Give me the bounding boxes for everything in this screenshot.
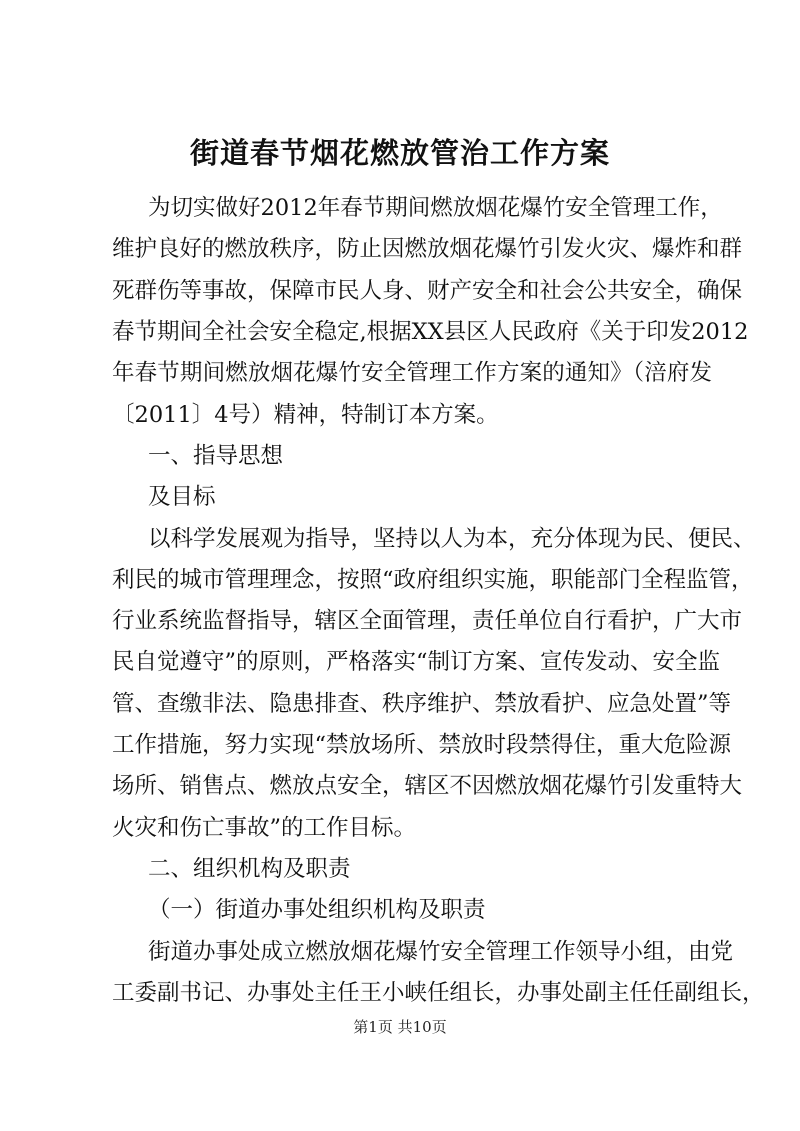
- document-title: 街道春节烟花燃放管治工作方案: [189, 136, 610, 170]
- paragraph-line: 维护良好的燃放秩序，防止因燃放烟花爆竹引发火灾、爆炸和群: [112, 236, 743, 262]
- paragraph-line: 街道办事处成立燃放烟花爆竹安全管理工作领导小组，由党: [148, 939, 734, 965]
- paragraph-line: 工作措施，努力实现“禁放场所、禁放时段禁得住，重大危险源: [112, 732, 732, 758]
- section-heading: 一、指导思想: [148, 443, 284, 469]
- paragraph-line: 场所、销售点、燃放点安全，辖区不因燃放烟花爆竹引发重特大: [112, 773, 743, 799]
- section-heading: 二、组织机构及职责: [148, 856, 351, 882]
- section-subheading: 及目标: [148, 484, 216, 510]
- paragraph-line: 春节期间全社会安全稳定,根据XX县区人民政府《关于印发2012: [112, 319, 749, 345]
- paragraph-line: 工委副书记、办事处主任王小峡任组长，办事处副主任任副组长，: [112, 980, 765, 1006]
- paragraph-line: 年春节期间燃放烟花爆竹安全管理工作方案的通知》（涪府发: [112, 360, 712, 386]
- paragraph-line: 火灾和伤亡事故”的工作目标。: [112, 815, 417, 841]
- paragraph-line: 行业系统监督指导，辖区全面管理，责任单位自行看护，广大市: [112, 608, 743, 634]
- paragraph-line: 以科学发展观为指导，坚持以人为本，充分体现为民、便民、: [148, 526, 756, 552]
- paragraph-line: 利民的城市管理理念，按照“政府组织实施，职能部门全程监管，: [112, 567, 754, 593]
- paragraph-line: 民自觉遵守”的原则，严格落实“制订方案、宣传发动、安全监: [112, 649, 721, 675]
- paragraph-line: 为切实做好2012年春节期间燃放烟花爆竹安全管理工作，: [148, 195, 723, 221]
- paragraph-line: 管、查缴非法、隐患排查、秩序维护、禁放看护、应急处置”等: [112, 691, 732, 717]
- section-subheading: （一）街道办事处组织机构及职责: [148, 897, 486, 923]
- page-footer: 第1页 共10页: [353, 1018, 447, 1036]
- paragraph-line: 死群伤等事故，保障市民人身、财产安全和社会公共安全，确保: [112, 278, 743, 304]
- paragraph-line: 〔2011〕4号）精神，特制订本方案。: [112, 402, 499, 428]
